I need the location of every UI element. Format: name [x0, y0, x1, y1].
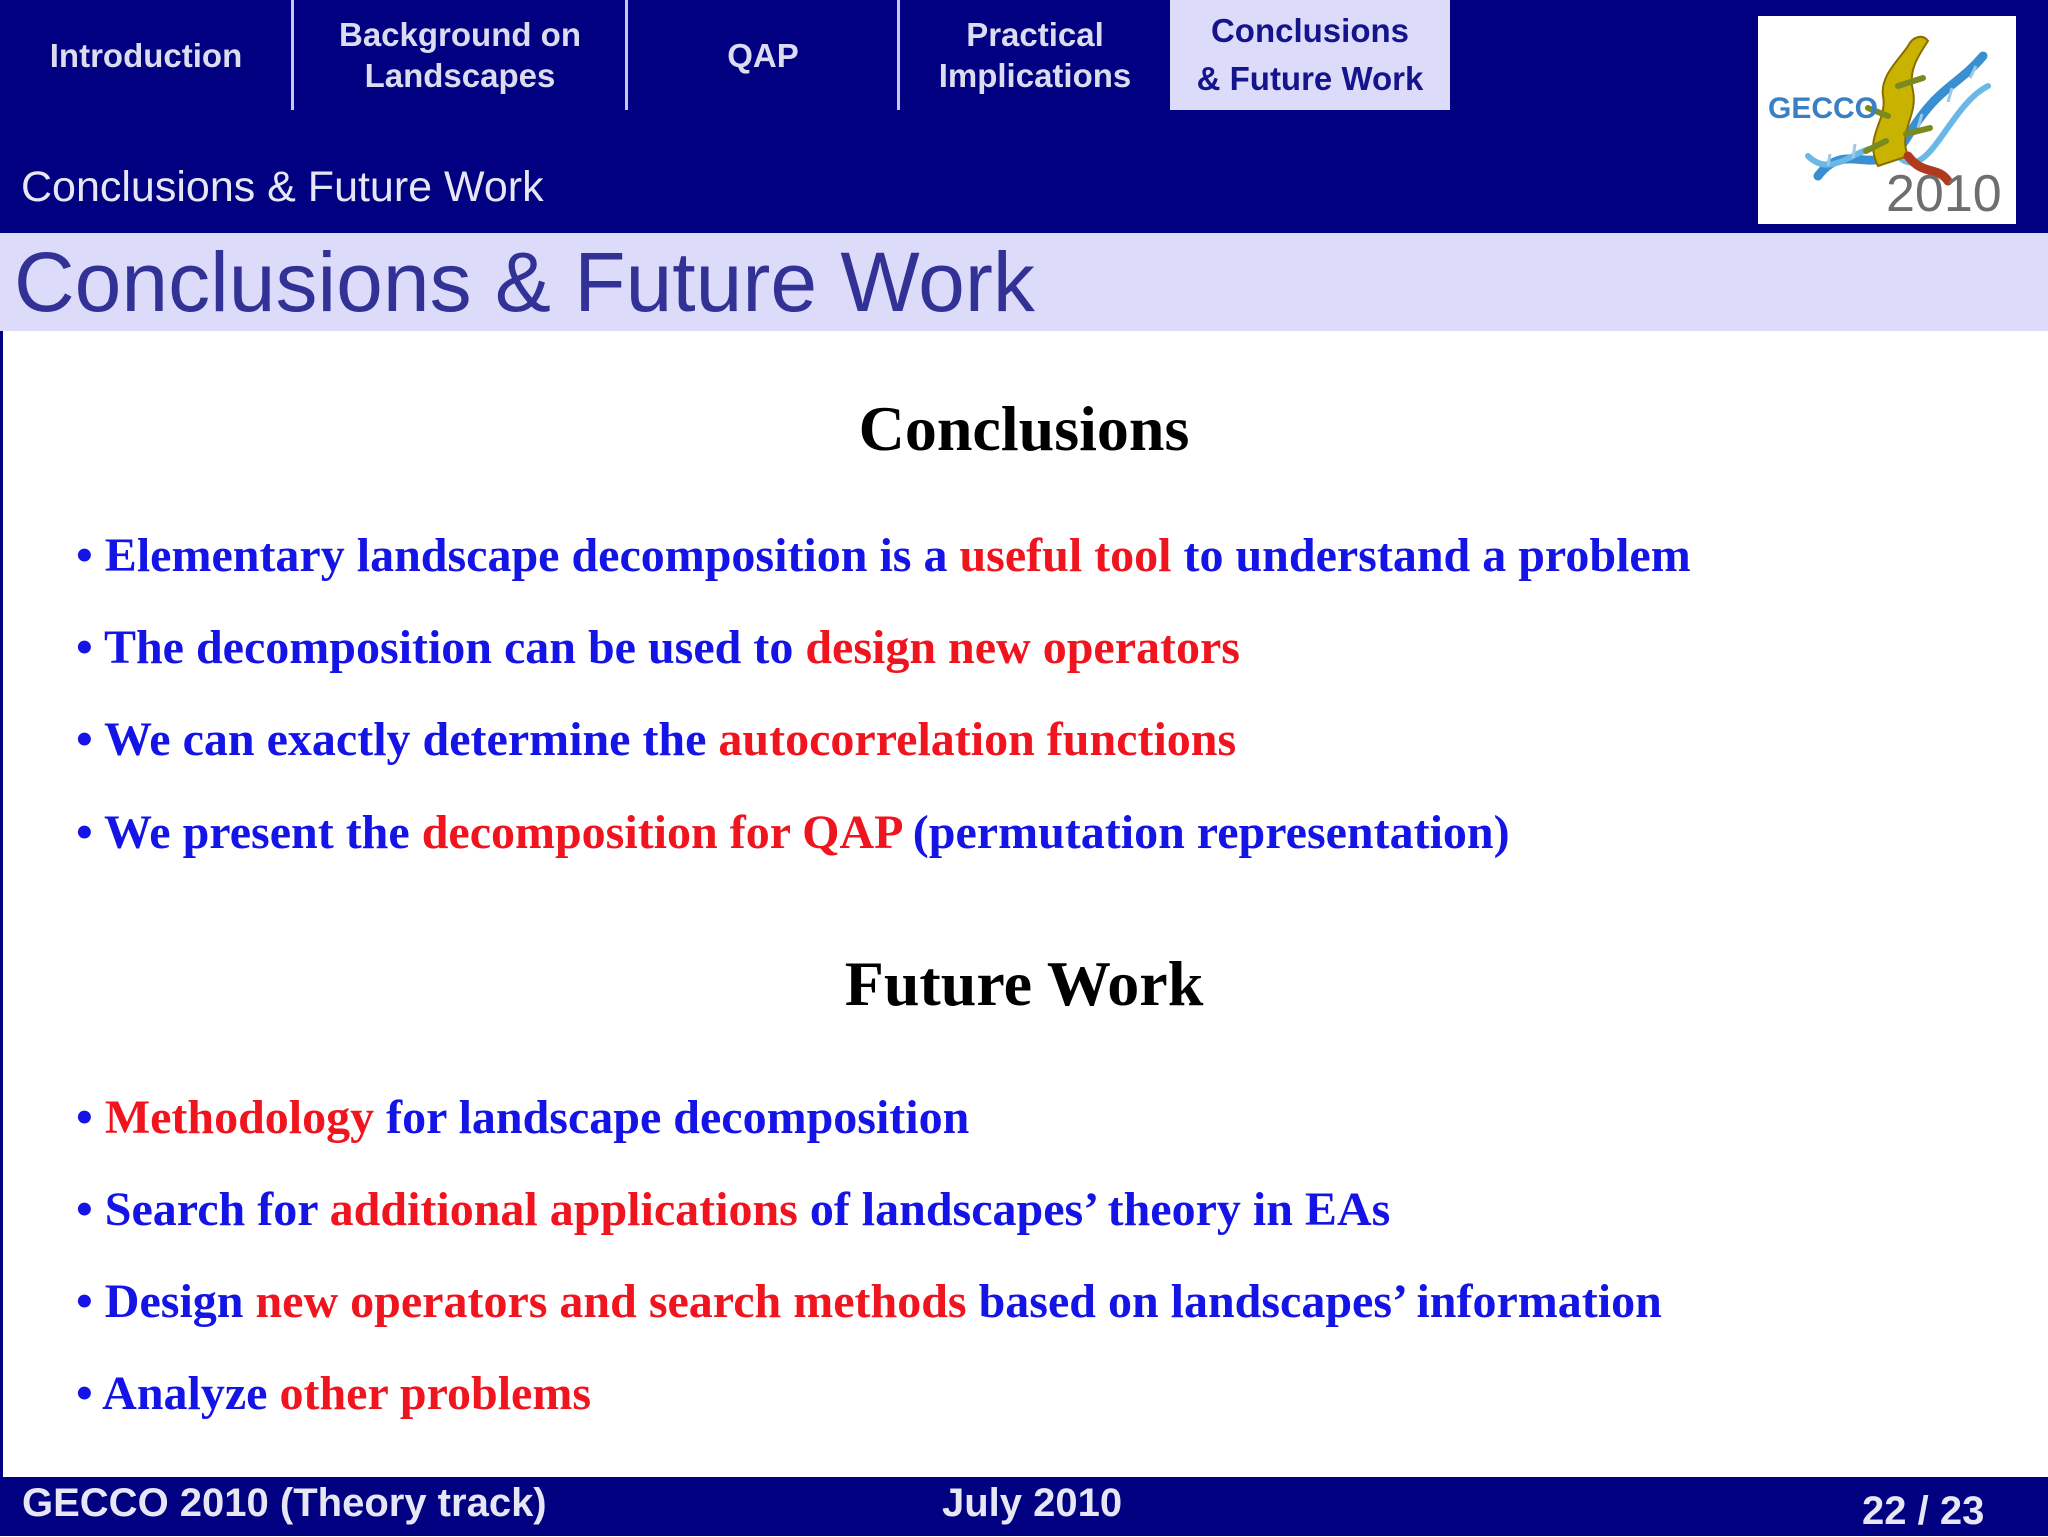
page-number [1862, 1485, 1984, 1537]
bullet-item [76, 1366, 591, 1422]
bullet-item [76, 1182, 1390, 1238]
footer-date: July 2010 [942, 1481, 1123, 1525]
page-current: 22 [1862, 1489, 1907, 1533]
footer-bar [0, 1477, 2048, 1536]
bullet-item [76, 1090, 969, 1146]
tab-label: Practical [966, 16, 1104, 53]
highlighted-text: Methodology [104, 1091, 375, 1144]
tab-conclusions-future-work[interactable] [1170, 0, 1450, 110]
section-title: Conclusions & Future Work [21, 163, 544, 211]
highlighted-text: additional applications [329, 1183, 798, 1236]
highlighted-text: autocorrelation functions [718, 713, 1237, 766]
bullet-item [76, 805, 1510, 861]
logo-year: 2010 [1886, 165, 2002, 223]
tab-practical-implications[interactable] [900, 0, 1170, 110]
tab-label: QAP [727, 36, 799, 74]
page-total: / 23 [1917, 1489, 1985, 1533]
tab-label: Introduction [49, 36, 243, 74]
page-title: Conclusions & Future Work [14, 235, 1035, 329]
bullet-text: • Analyze [76, 1367, 280, 1420]
bullet-item [76, 1274, 1662, 1330]
bullet-text: • [76, 1091, 105, 1144]
highlighted-text: useful tool [959, 529, 1172, 582]
gecco-2010-logo [1758, 16, 2016, 224]
tab-label: Background on [338, 16, 581, 53]
conclusions-heading: Conclusions [858, 393, 1190, 464]
tab-label: Landscapes [364, 57, 556, 94]
footer-conference: GECCO 2010 (Theory track) [22, 1481, 547, 1525]
title-bar [0, 233, 2048, 331]
tab-introduction[interactable] [0, 0, 292, 110]
bullet-item [76, 528, 1691, 584]
bullet-item [76, 620, 1240, 676]
tab-label: & Future Work [1196, 60, 1424, 97]
bullet-text: (permutation representation) [900, 806, 1510, 859]
highlighted-text: decomposition for QAP [421, 806, 901, 859]
tab-label: Conclusions [1210, 12, 1409, 49]
bullet-text: to understand a problem [1171, 529, 1691, 582]
tab-qap[interactable] [628, 0, 898, 110]
gecco-logo-graphic [1758, 16, 2016, 224]
bullet-text: for landscape decomposition [374, 1091, 970, 1144]
tab-background-on-landscapes[interactable] [294, 0, 626, 110]
logo-text: GECCO [1768, 92, 1879, 125]
bullet-text: based on landscapes’ information [966, 1275, 1662, 1328]
bullet-text: • We can exactly determine the [76, 713, 719, 766]
tab-label: Implications [938, 57, 1132, 94]
header-bar [0, 0, 2048, 233]
highlighted-text: other problems [279, 1367, 592, 1420]
bullet-text: • We present the [76, 806, 422, 859]
bullet-text: of landscapes’ theory in EAs [797, 1183, 1391, 1236]
bullet-text: • Search for [76, 1183, 330, 1236]
future-work-heading: Future Work [844, 948, 1204, 1019]
bullet-text: • Design [76, 1275, 256, 1328]
bullet-item [76, 712, 1236, 768]
bullet-text: • Elementary landscape decomposition is a [76, 529, 960, 582]
highlighted-text: design new operators [805, 621, 1240, 674]
highlighted-text: new operators and search methods [255, 1275, 967, 1328]
bullet-text: • The decomposition can be used to [76, 621, 806, 674]
